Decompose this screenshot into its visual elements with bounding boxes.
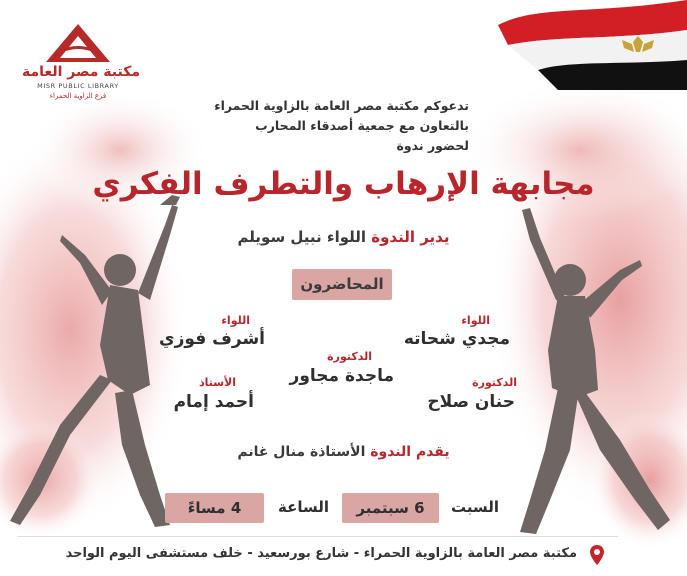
seminar-title: مجابهة الإرهاب والتطرف الفكري (92, 166, 595, 202)
footer-divider (18, 536, 618, 537)
logo-name-english: MISR PUBLIC LIBRARY (37, 82, 119, 90)
schedule-date: 6 سبتمبر (342, 493, 439, 523)
speaker-3-rank: الدكتورة (327, 350, 372, 363)
speaker-4-name: حنان صلاح (427, 392, 515, 412)
speaker-5-rank: الأستاذ (198, 376, 236, 389)
invitation-line-3: لحضور ندوة (396, 138, 469, 153)
presenter-row (0, 444, 687, 460)
location-pin-icon (589, 544, 605, 566)
presenter-label: يقدم الندوة (370, 444, 450, 460)
logo-name-arabic: مكتبة مصر العامة (22, 64, 141, 80)
speakers-label: المحاضرون (292, 269, 392, 300)
speaker-5-name: أحمد إمام (173, 392, 254, 412)
speaker-2-name: أشرف فوزي (159, 329, 265, 349)
invitation-line-2: بالتعاون مع جمعية أصدقاء المحارب (255, 118, 469, 133)
moderator-row (0, 228, 687, 246)
speaker-2-rank: اللواء (221, 314, 250, 327)
schedule-time-label: الساعة (277, 498, 329, 516)
logo-branch: فرع الزاوية الحمراء (49, 92, 107, 100)
speaker-3-name: ماجدة مجاور (289, 366, 394, 386)
invitation-line-1: تدعوكم مكتبة مصر العامة بالزاوية الحمراء (214, 98, 469, 113)
speaker-1-rank: اللواء (461, 314, 490, 327)
moderator-label: يدير الندوة (371, 228, 450, 246)
right-figure-silhouette (490, 200, 687, 540)
presenter-name: الأستاذة منال غانم (237, 444, 366, 460)
schedule-day: السبت (450, 498, 499, 516)
egypt-flag (498, 0, 687, 90)
left-figure-silhouette (0, 195, 200, 535)
speaker-1-name: مجدي شحاته (403, 329, 510, 349)
library-logo-icon (38, 22, 118, 66)
address: مكتبة مصر العامة بالزاوية الحمراء - شارع بورسعيد - خلف مستشفى اليوم الواحد (65, 546, 577, 561)
moderator-name: اللواء نبيل سويلم (237, 228, 367, 246)
schedule-time: 4 مساءً (165, 493, 264, 523)
speaker-4-rank: الدكتورة (472, 376, 517, 389)
